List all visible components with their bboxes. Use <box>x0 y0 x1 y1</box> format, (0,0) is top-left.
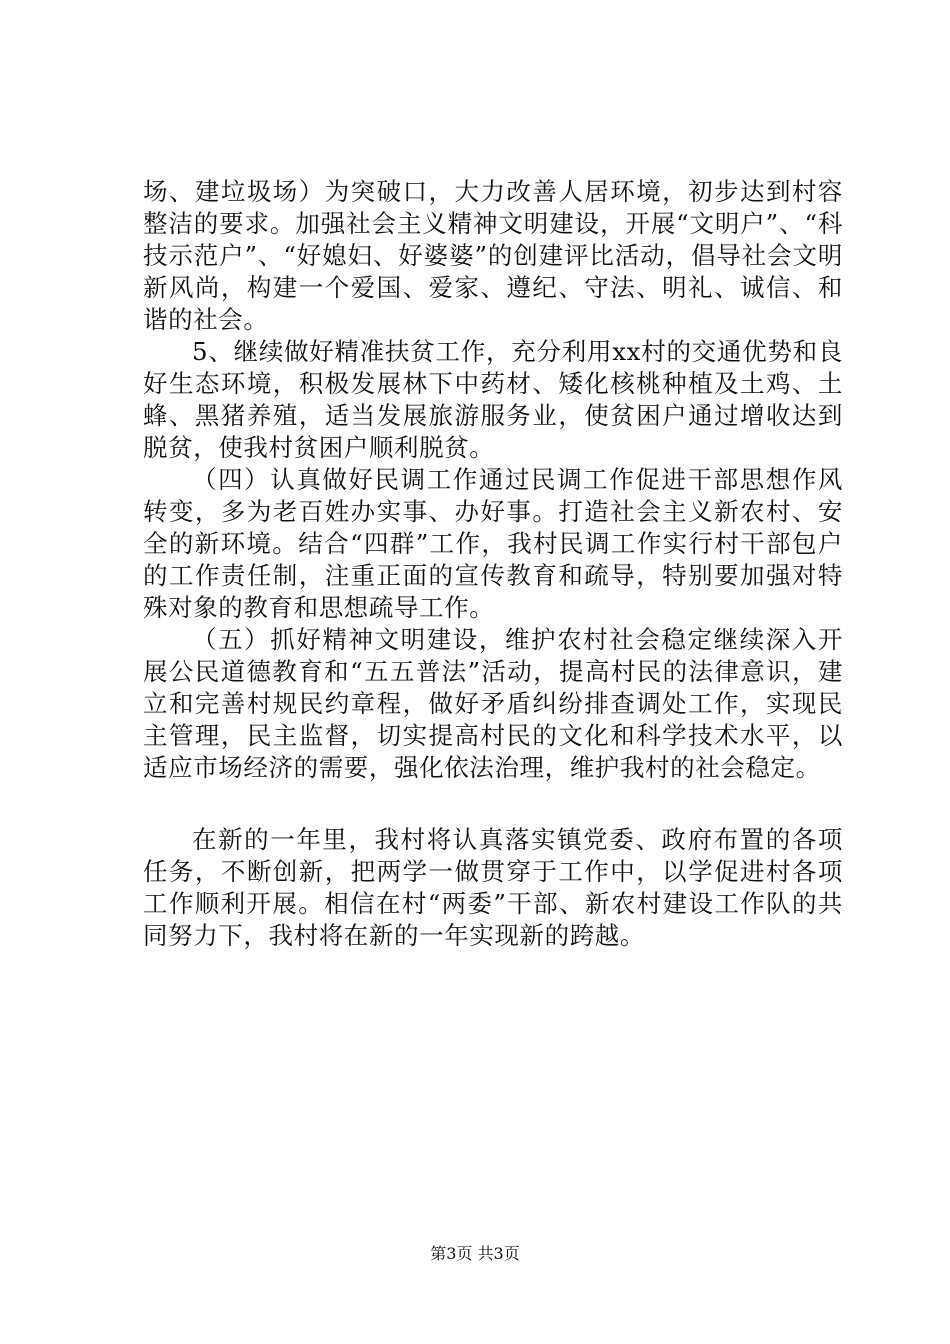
paragraph-mediation-work: （四）认真做好民调工作通过民调工作促进干部思想作风转变，多为老百姓办实事、办好事。打造社会主义新农村、安全的新环境。结合“四群”工作，我村民调工作实行村干部包户的工作责任制，注重正面的宣传教育和疏导，特别要加强对特殊对象的教育和思想疏导工作。 <box>143 465 843 622</box>
document-body <box>143 176 843 952</box>
paragraph-conclusion: 在新的一年里，我村将认真落实镇党委、政府布置的各项任务，不断创新，把两学一做贯穿于工作中，以学促进村各项工作顺利开展。相信在村“两委”干部、新农村建设工作队的共同努力下，我村将在新的一年实现新的跨越。 <box>143 825 843 950</box>
paragraph-poverty-alleviation: 5、继续做好精准扶贫工作，充分利用xx村的交通优势和良好生态环境，积极发展林下中药材、矮化核桃种植及土鸡、土蜂、黑猪养殖，适当发展旅游服务业，使贫困户通过增收达到脱贫，使我村贫困户顺利脱贫。 <box>143 337 843 462</box>
paragraph-spiritual-civilization: （五）抓好精神文明建设，维护农村社会稳定继续深入开展公民道德教育和“五五普法”活动，提高村民的法律意识，建立和完善村规民约章程，做好矛盾纠纷排查调处工作，实现民主管理，民主监督，切实提高村民的文化和科学技术水平，以适应市场经济的需要，强化依法治理，维护我村的社会稳定。 <box>143 625 843 782</box>
page-footer <box>0 1244 950 1264</box>
paragraph-continuation: 场、建垃圾场）为突破口，大力改善人居环境，初步达到村容整洁的要求。加强社会主义精神文明建设，开展“文明户”、“科技示范户”、“好媳妇、好婆婆”的创建评比活动，倡导社会文明新风尚，构建一个爱国、爱家、遵纪、守法、明礼、诚信、和谐的社会。 <box>143 177 843 334</box>
page-number: 第3页 共3页 <box>430 1244 520 1263</box>
